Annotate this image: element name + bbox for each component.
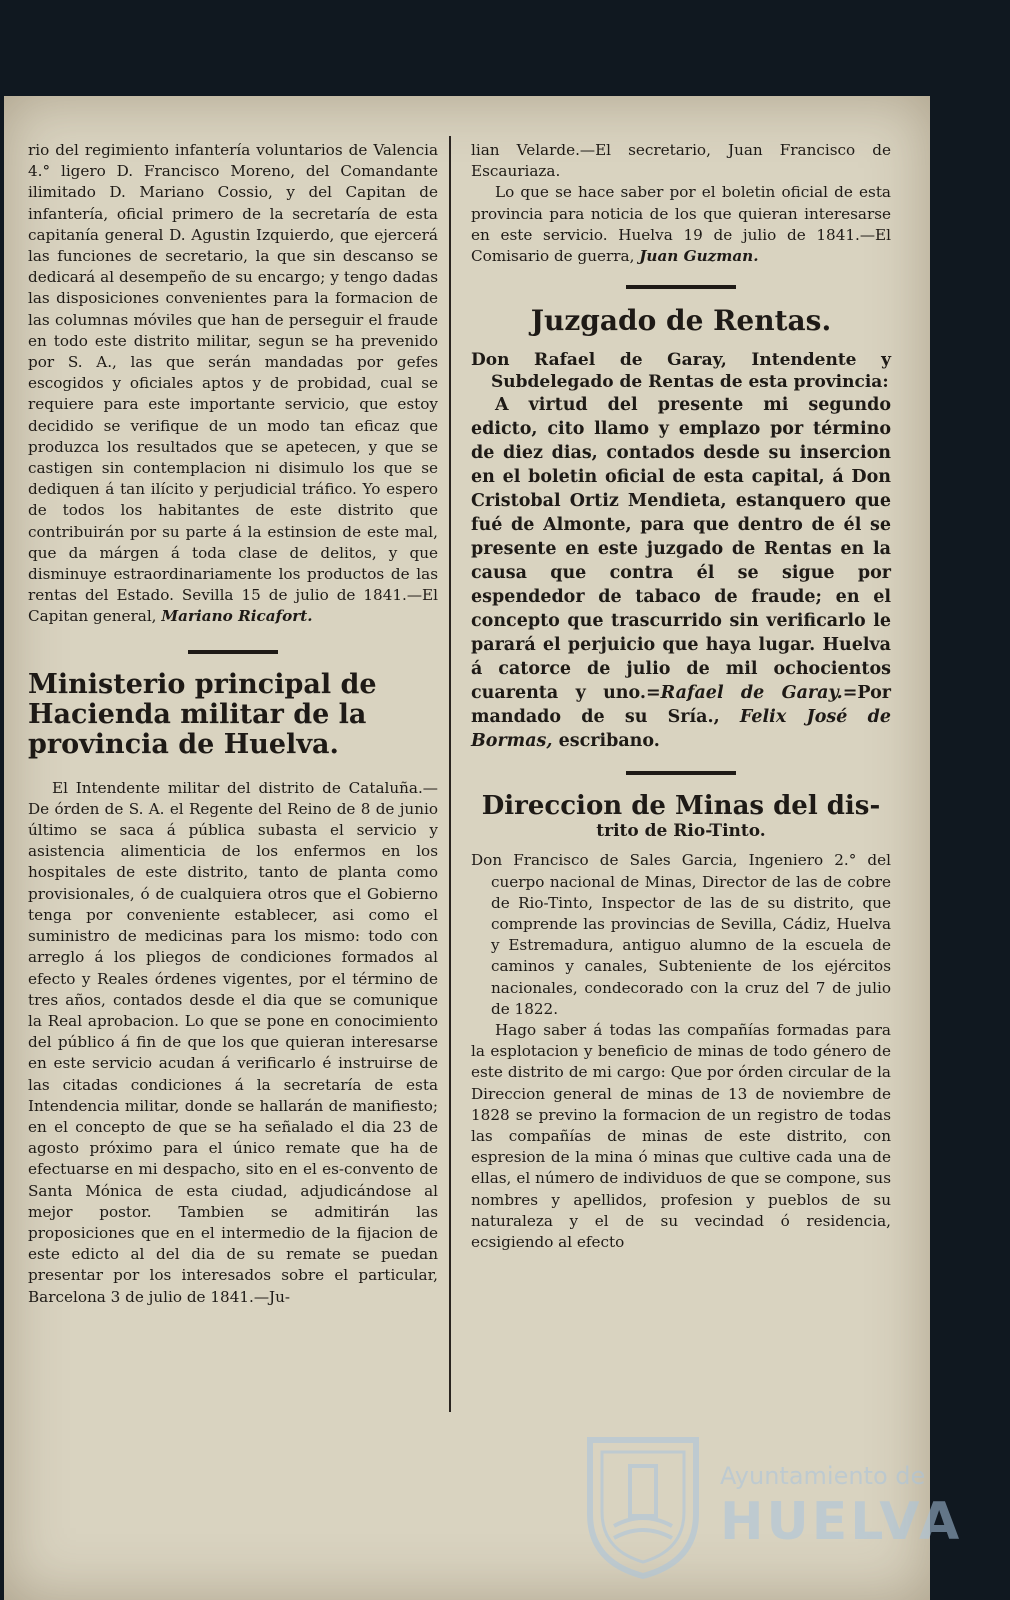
watermark-line-1: Ayuntamiento de [720, 1462, 926, 1490]
juzgado-body: A virtud del presente mi segundo edicto, cito llamo y emplazo por término de diez dias, contados desde su insercion en el boletin oficial de esta capital, á Don Cristobal Ortiz Mendieta, estanquero que fué de Almonte, para que dentro de él se presente en este juzgado de Rentas en la causa que contra él se sigue por espendedor de tabaco de fraude; en el concepto que trascurrido sin verificarlo le parará el perjuicio que haya lugar. Huelva á catorce de julio de mil ochocientos cuarenta y uno.=Rafael de Garay.=Por mandado de su Sría., Felix José de Bormas, escribano. [471, 395, 891, 752]
section-separator [188, 650, 278, 654]
direccion-body: Hago saber á todas las compañías formadas para la esplotacion y beneficio de minas de todo género de este distrito de mi cargo: Que por órden circular de la Direccion general de minas de 13 de noviembre de 1828 se previno la formacion de un registro de todas las compañías de minas de este distrito, con espresion de la mina ó minas que cultive cada una de ellas, el número de individuos de que se compone, sus nombres y apellidos, profesion y pueblos de su naturaleza y el de su vecindad ó residencia, ecsigiendo al efecto [471, 1021, 891, 1252]
continuation-note: Lo que se hace saber por el boletin oficial de esta provincia para noticia de los que quieran interesarse en este servicio. Huelva 19 de julio de 1841.—El Comisario de guerra, Juan Guzman. [471, 183, 891, 266]
direccion-heading: Direccion de Minas del dis- [481, 791, 881, 822]
juzgado-signature-1: Rafael de Garay. [660, 683, 843, 704]
right-column [471, 140, 891, 1253]
huelva-shield-icon [584, 1430, 702, 1580]
opening-paragraph: rio del regimiento infantería voluntarios de Valencia 4.° ligero D. Francisco Moreno, del Comandante ilimitado D. Mariano Cossio, y del Capitan de infantería, oficial primero de la secretaría de esta capitanía general D. Agustin Izquierdo, que ejercerá las funciones de secretario, la que sin descanso se dedicará al desempeño de su encargo; y tengo dadas las disposiciones convenientes para la formacion de las columnas móviles que han de perseguir el fraude en todo este distrito militar, segun se ha prevenido por S. A., las que serán mandadas por gefes escogidos y oficiales aptos y de probidad, cual se requiere para este importante servicio, que estoy decidido se verifique de un modo tan eficaz que produzca los resultados que se apetecen, y que se castigen sin contemplacion ni disimulo los que se dediquen á tan ilícito y perjudicial tráfico. Yo espero de todos los habitantes de este distrito que contribuirán por su parte á la estinsion de este mal, que da márgen á toda clase de delitos, y que disminuye estraordinariamente los productos de las rentas del Estado. Sevilla 15 de julio de 1841.—El Capitan general, Mariano Ricafort. [28, 141, 438, 626]
continuation-paragraph: lian Velarde.—El secretario, Juan Francisco de Escauriaza. [471, 141, 891, 181]
watermark-line-2: HUELVA [720, 1492, 963, 1552]
section-separator [626, 771, 736, 775]
juzgado-heading: Juzgado de Rentas. [530, 304, 832, 338]
continuation-signature: Juan Guzman. [639, 247, 759, 266]
column-rule [449, 136, 451, 1412]
ayuntamiento-watermark [584, 1430, 963, 1580]
ministerio-heading: Ministerio principal de Hacienda militar de la provincia de Huelva. [28, 668, 377, 760]
juzgado-signature-2: Felix José de Bormas, [471, 707, 891, 752]
opening-signature: Mariano Ricafort. [161, 607, 313, 626]
section-separator [626, 285, 736, 289]
direccion-subheading: trito de Rio-Tinto. [596, 821, 766, 842]
left-column [28, 140, 438, 1308]
ministerio-body: El Intendente militar del distrito de Cataluña.—De órden de S. A. el Regente del Reino de 8 de junio último se saca á pública subasta el servicio y asistencia alimenticia de los enfermos en los hospitales de este distrito, tanto de planta como provisionales, ó de cualquiera otros que el Gobierno tenga por conveniente establecer, asi como el suministro de medicinas para los mismo: todo con arreglo á los pliegos de condiciones formados al efecto y Reales órdenes vigentes, por el término de tres años, contados desde el dia que se comunique la Real aprobacion. Lo que se pone en conocimiento del público á fin de que los que quieran interesarse en este servicio acudan á verificarlo é instruirse de las citadas condiciones á la secretaría de esta Intendencia militar, donde se hallarán de manifiesto; en el concepto de que se ha señalado el dia 23 de agosto próximo para el único remate que ha de efectuarse en mi despacho, sito en el es-convento de Santa Mónica de esta ciudad, adjudicándose al mejor postor. Tambien se admitirán las proposiciones que en el intermedio de la fijacion de este edicto al del dia de su remate se puedan presentar por los interesados sobre el particular, Barcelona 3 de julio de 1841.—Ju- [28, 778, 438, 1306]
direccion-intro: Don Francisco de Sales Garcia, Ingeniero 2.° del cuerpo nacional de Minas, Director de las de cobre de Rio-Tinto, Inspector de las de su distrito, que comprende las provincias de Sevilla, Cádiz, Huelva y Estremadura, antiguo alumno de la escuela de caminos y canales, Subteniente de los ejércitos nacionales, condecorado con la cruz del 7 de julio de 1822. [471, 851, 891, 1018]
juzgado-intro: Don Rafael de Garay, Intendente y Subdelegado de Rentas de esta provincia: [471, 350, 891, 393]
